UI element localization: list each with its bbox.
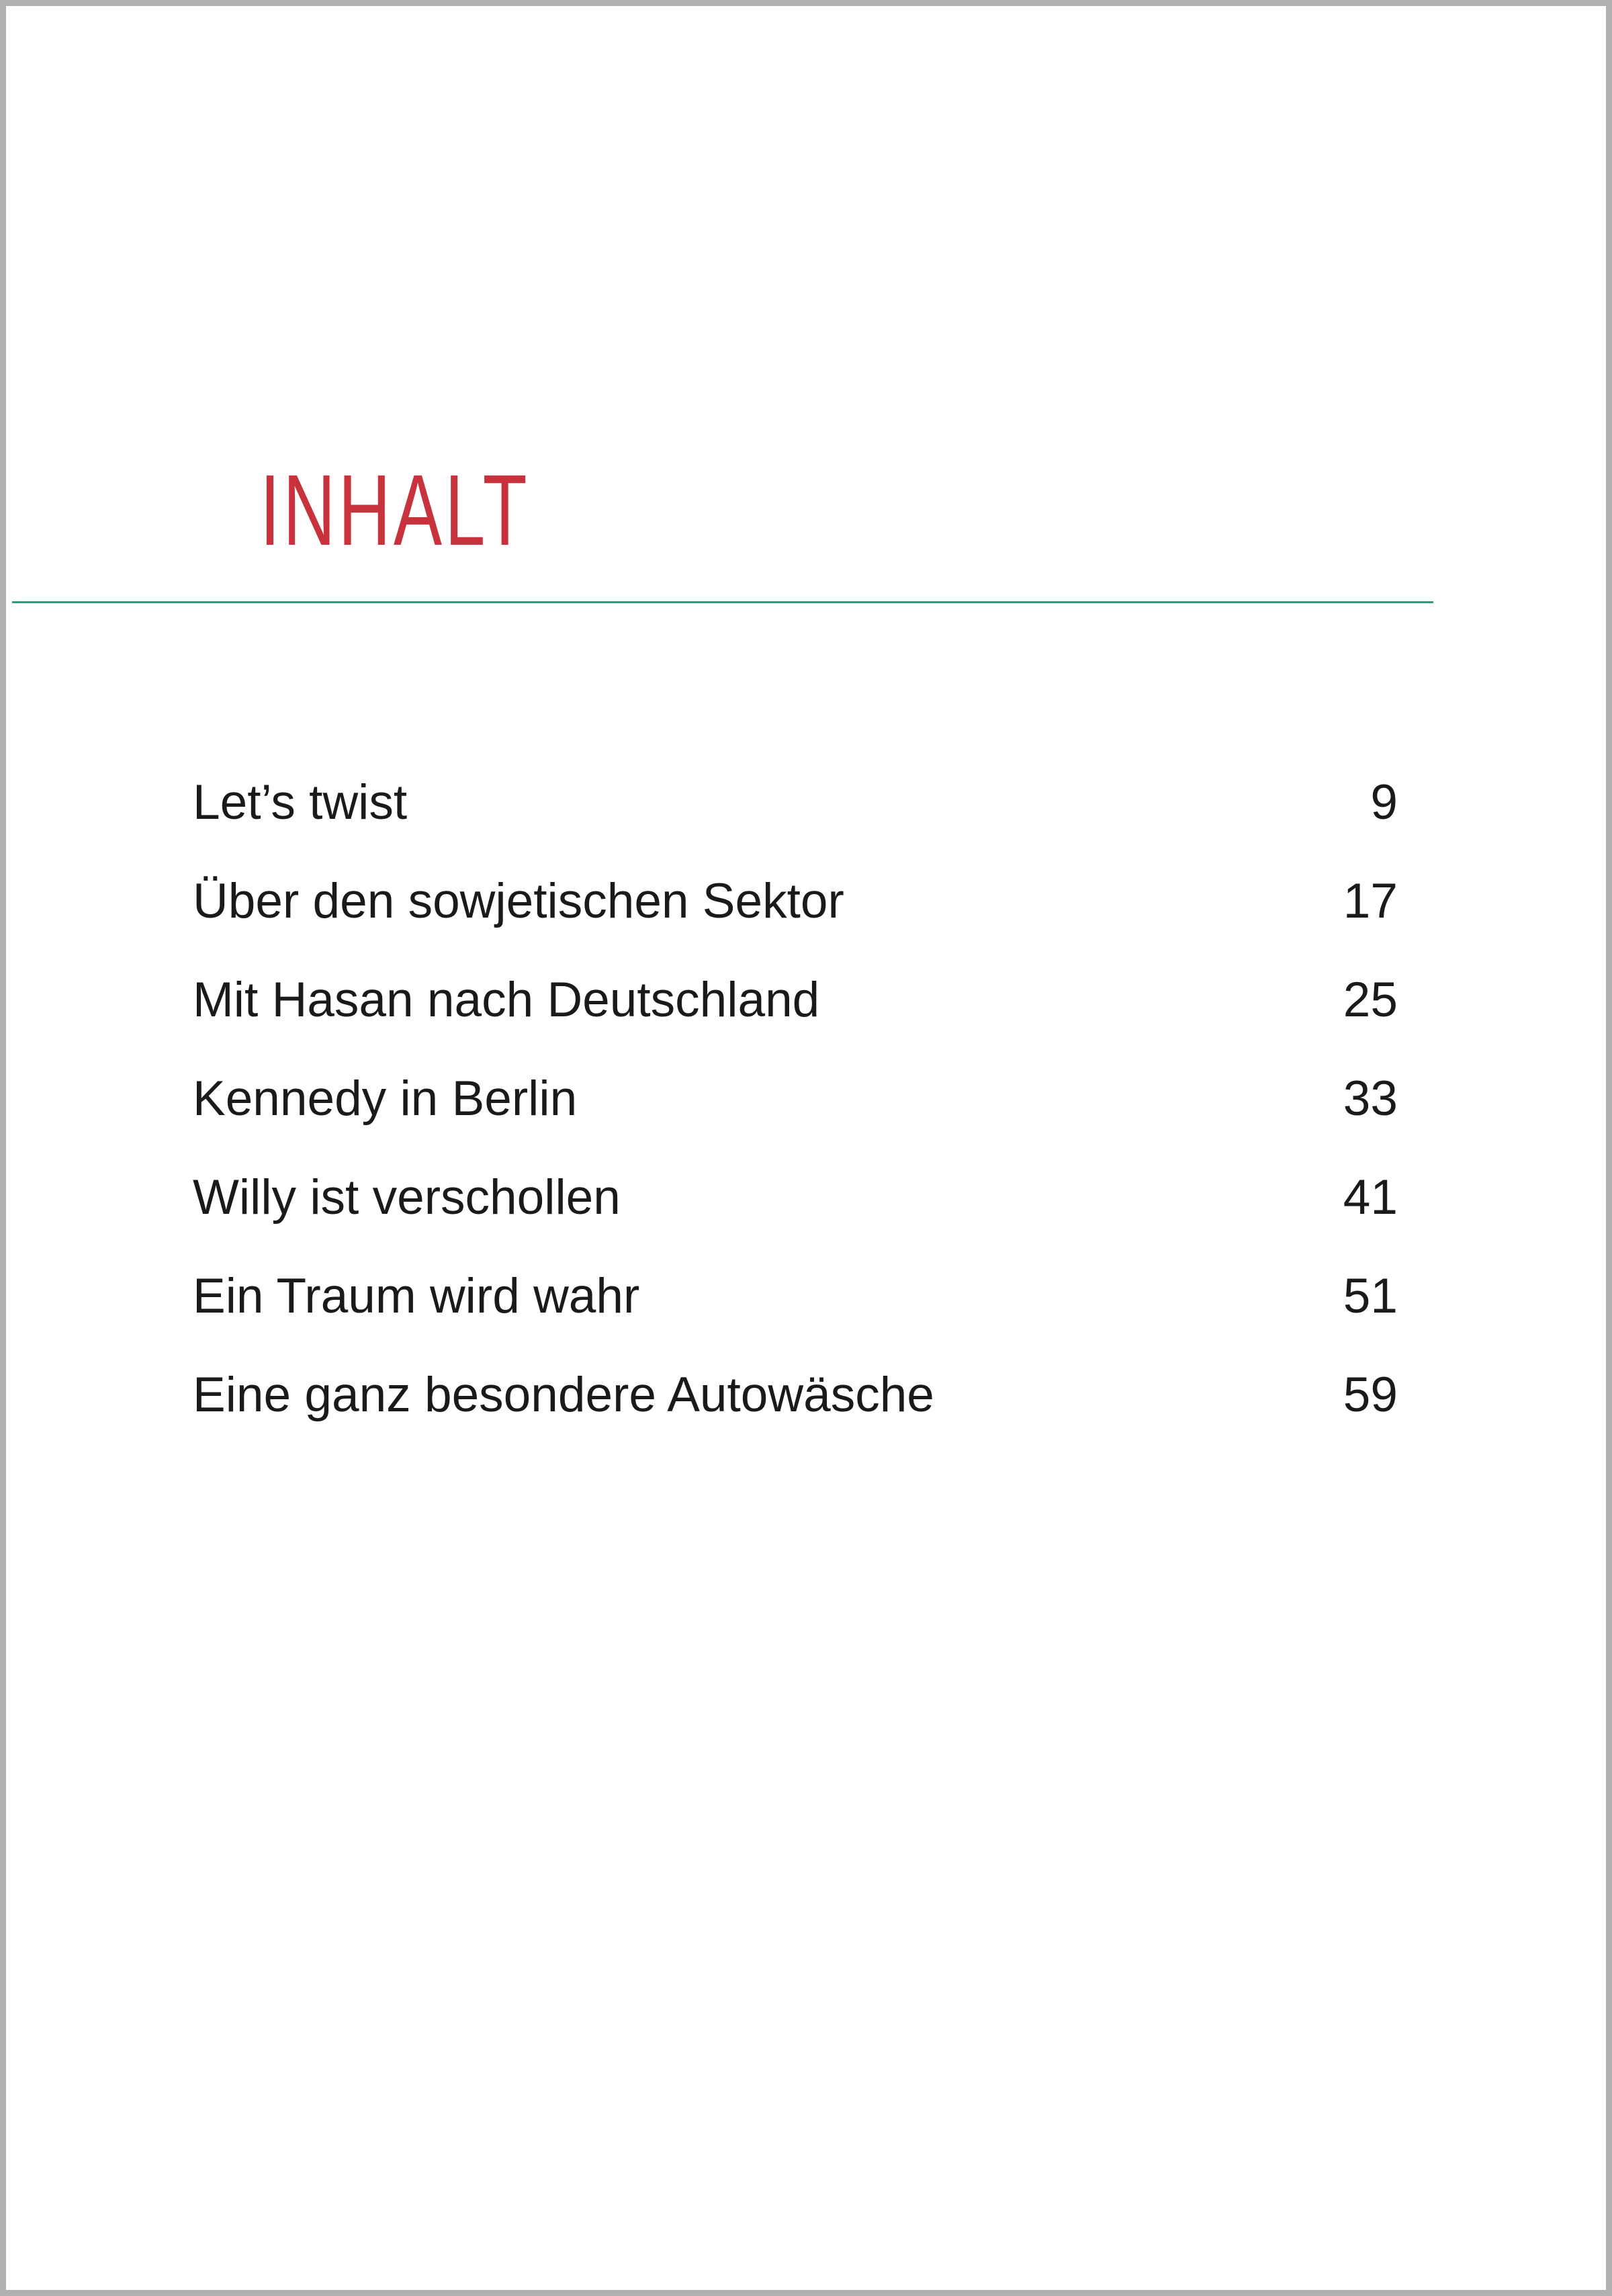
toc-entry-page: 33	[1343, 1071, 1398, 1126]
toc-entry-title: Ein Traum wird wahr	[193, 1269, 640, 1323]
toc-entry[interactable]	[193, 753, 1402, 852]
title-divider	[12, 601, 1433, 603]
toc-entry-page: 25	[1343, 973, 1398, 1027]
toc-entry[interactable]	[193, 1247, 1402, 1345]
toc-entry[interactable]	[193, 852, 1402, 951]
toc-entry-page: 59	[1343, 1368, 1398, 1422]
toc-entry-title: Let’s twist	[193, 775, 408, 830]
toc-entry-title: Über den sowjetischen Sektor	[193, 874, 844, 928]
table-of-contents	[193, 753, 1402, 1444]
toc-entry-page: 17	[1343, 874, 1398, 928]
toc-entry[interactable]	[193, 1345, 1402, 1444]
toc-entry-page: 9	[1370, 775, 1398, 830]
toc-entry-page: 41	[1343, 1170, 1398, 1225]
toc-entry-title: Mit Hasan nach Deutschland	[193, 973, 820, 1027]
page-title: INHALT	[260, 453, 530, 566]
toc-entry-title: Eine ganz besondere Autowäsche	[193, 1368, 934, 1422]
toc-entry[interactable]	[193, 1148, 1402, 1247]
toc-entry[interactable]	[193, 951, 1402, 1049]
toc-entry[interactable]	[193, 1049, 1402, 1148]
toc-entry-page: 51	[1343, 1269, 1398, 1323]
toc-entry-title: Willy ist verschollen	[193, 1170, 621, 1225]
toc-entry-title: Kennedy in Berlin	[193, 1071, 578, 1126]
